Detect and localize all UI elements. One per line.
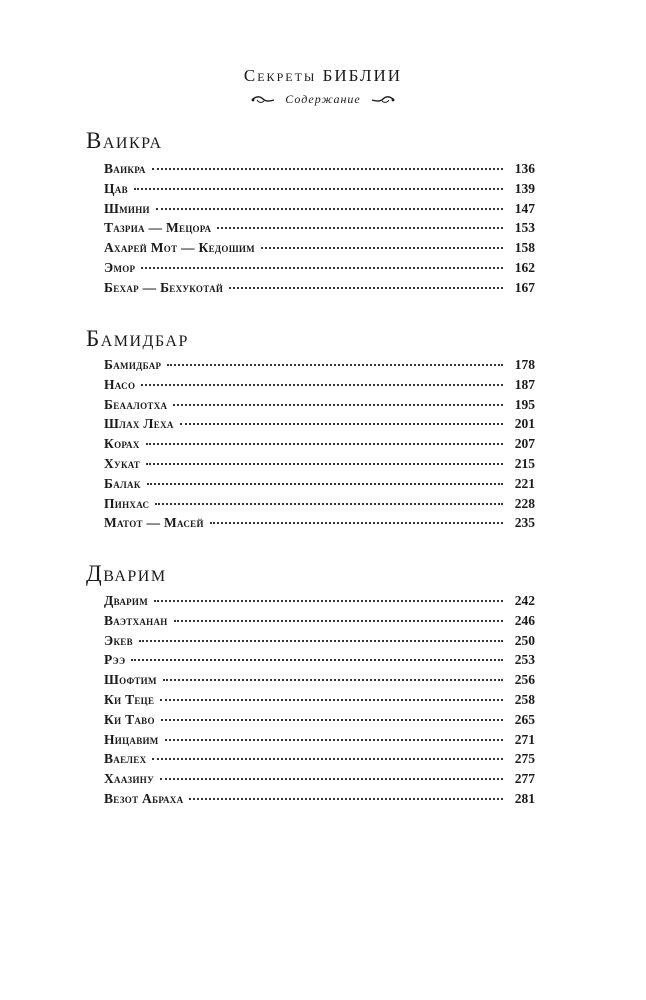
entry-name: Хаазину — [104, 771, 154, 787]
entry-name: Балак — [104, 475, 141, 491]
entry-page: 256 — [514, 672, 535, 688]
toc-entry[interactable] — [104, 613, 535, 633]
entry-name: Шофтим — [104, 672, 157, 688]
dot-leader — [161, 719, 503, 721]
toc-entry[interactable] — [104, 791, 535, 811]
dot-leader — [146, 463, 503, 465]
entry-name: Рээ — [104, 652, 126, 668]
entry-name: Ваэтханан — [104, 612, 168, 628]
entry-page: 139 — [514, 180, 535, 196]
toc-entry[interactable] — [104, 732, 535, 752]
toc-entry[interactable] — [104, 751, 535, 771]
running-header-title — [0, 66, 646, 86]
entry-name: Шмини — [104, 200, 150, 216]
section-title: Дварим — [86, 561, 167, 586]
dot-leader — [261, 247, 503, 249]
dot-leader — [141, 384, 503, 386]
dot-leader — [147, 483, 503, 485]
entry-name: Бамидбар — [104, 357, 162, 372]
entry-page: 281 — [514, 790, 535, 806]
entry-page: 178 — [514, 357, 535, 372]
dot-leader — [156, 208, 503, 210]
entry-name: Тазриа — Мецора — [104, 220, 212, 236]
toc-entry[interactable] — [104, 181, 535, 201]
dot-leader — [152, 168, 503, 170]
dot-leader — [131, 659, 503, 661]
entry-page: 246 — [514, 612, 535, 628]
right-flourish-icon — [371, 95, 395, 105]
entry-name: Насо — [104, 376, 136, 392]
toc-entry[interactable] — [104, 260, 535, 280]
entry-name: Ваелех — [104, 751, 147, 767]
entry-name: Корах — [104, 436, 140, 452]
running-header-subtitle-row — [0, 92, 646, 107]
entry-page: 250 — [514, 632, 535, 648]
toc-entry[interactable] — [104, 240, 535, 260]
dot-leader — [174, 620, 503, 622]
entry-page: 153 — [514, 220, 535, 236]
dot-leader — [163, 679, 503, 681]
entry-page: 207 — [514, 436, 535, 452]
entry-page: 201 — [514, 416, 535, 432]
toc-entry[interactable] — [104, 771, 535, 791]
dot-leader — [165, 739, 503, 741]
toc-entry[interactable] — [104, 692, 535, 712]
entry-name: Ницавим — [104, 731, 159, 747]
toc-entry[interactable] — [104, 436, 535, 456]
toc-entries — [104, 593, 535, 811]
dot-leader — [180, 423, 503, 425]
dot-leader — [141, 267, 503, 269]
dot-leader — [160, 699, 503, 701]
toc-entry[interactable] — [104, 476, 535, 496]
dot-leader — [217, 227, 503, 229]
toc-section — [86, 561, 536, 587]
dot-leader — [160, 778, 503, 780]
entry-page: 162 — [514, 259, 535, 275]
toc-entry[interactable] — [104, 377, 535, 397]
entry-page: 195 — [514, 396, 535, 412]
toc-entry[interactable] — [104, 672, 535, 692]
entry-name: Везот Абраха — [104, 790, 184, 806]
toc-entry[interactable] — [104, 161, 535, 181]
entry-name: Ки Таво — [104, 711, 155, 727]
dot-leader — [189, 798, 503, 800]
running-header-title-part2: БИБЛИИ — [322, 66, 403, 85]
toc-entry[interactable] — [104, 416, 535, 436]
dot-leader — [155, 503, 503, 505]
left-flourish-icon — [251, 95, 275, 105]
entry-page: 136 — [514, 161, 535, 176]
entry-name: Хукат — [104, 455, 141, 471]
entry-page: 235 — [514, 515, 535, 531]
dot-leader — [229, 287, 503, 289]
toc-entry[interactable] — [104, 456, 535, 476]
section-title: Ваикра — [86, 128, 163, 153]
toc-entries — [104, 357, 535, 535]
dot-leader — [167, 364, 503, 366]
entry-page: 167 — [514, 279, 535, 295]
toc-entry[interactable] — [104, 515, 535, 535]
toc-entry[interactable] — [104, 357, 535, 377]
entry-page: 147 — [514, 200, 535, 216]
toc-entry[interactable] — [104, 633, 535, 653]
toc-section — [86, 128, 536, 154]
toc-entries — [104, 161, 535, 300]
entry-page: 187 — [514, 376, 535, 392]
toc-entry[interactable] — [104, 280, 535, 300]
toc-entry[interactable] — [104, 201, 535, 221]
entry-page: 158 — [514, 240, 535, 256]
entry-page: 265 — [514, 711, 535, 727]
entry-page: 228 — [514, 495, 535, 511]
dot-leader — [134, 188, 503, 190]
entry-name: Матот — Масей — [104, 515, 204, 531]
entry-page: 275 — [514, 751, 535, 767]
dot-leader — [173, 404, 503, 406]
dot-leader — [139, 640, 503, 642]
entry-page: 258 — [514, 691, 535, 707]
entry-name: Дварим — [104, 593, 149, 608]
dot-leader — [154, 600, 503, 602]
entry-name: Ки Теце — [104, 691, 155, 707]
toc-entry[interactable] — [104, 652, 535, 672]
entry-name: Ахарей Мот — Кедошим — [104, 240, 255, 256]
running-header-subtitle: Содержание — [285, 92, 361, 106]
toc-entry[interactable] — [104, 220, 535, 240]
entry-page: 277 — [514, 771, 535, 787]
entry-page: 253 — [514, 652, 535, 668]
running-header-title-part1: Секреты — [243, 66, 317, 85]
entry-name: Пинхас — [104, 495, 150, 511]
toc-entry[interactable] — [104, 593, 535, 613]
entry-name: Ваикра — [104, 161, 146, 176]
dot-leader — [210, 522, 503, 524]
dot-leader — [152, 758, 503, 760]
entry-page: 242 — [514, 593, 535, 608]
entry-page: 271 — [514, 731, 535, 747]
entry-name: Бехар — Бехукотай — [104, 279, 224, 295]
entry-name: Беаалотха — [104, 396, 168, 412]
entry-name: Экев — [104, 632, 133, 648]
entry-page: 221 — [514, 475, 535, 491]
toc-section — [86, 326, 536, 352]
entry-name: Цав — [104, 180, 128, 196]
entry-name: Шлах Леха — [104, 416, 174, 432]
dot-leader — [146, 443, 503, 445]
toc-entry[interactable] — [104, 496, 535, 516]
section-title: Бамидбар — [86, 326, 189, 351]
entry-page: 215 — [514, 455, 535, 471]
toc-entry[interactable] — [104, 712, 535, 732]
toc-entry[interactable] — [104, 397, 535, 417]
entry-name: Эмор — [104, 259, 136, 275]
